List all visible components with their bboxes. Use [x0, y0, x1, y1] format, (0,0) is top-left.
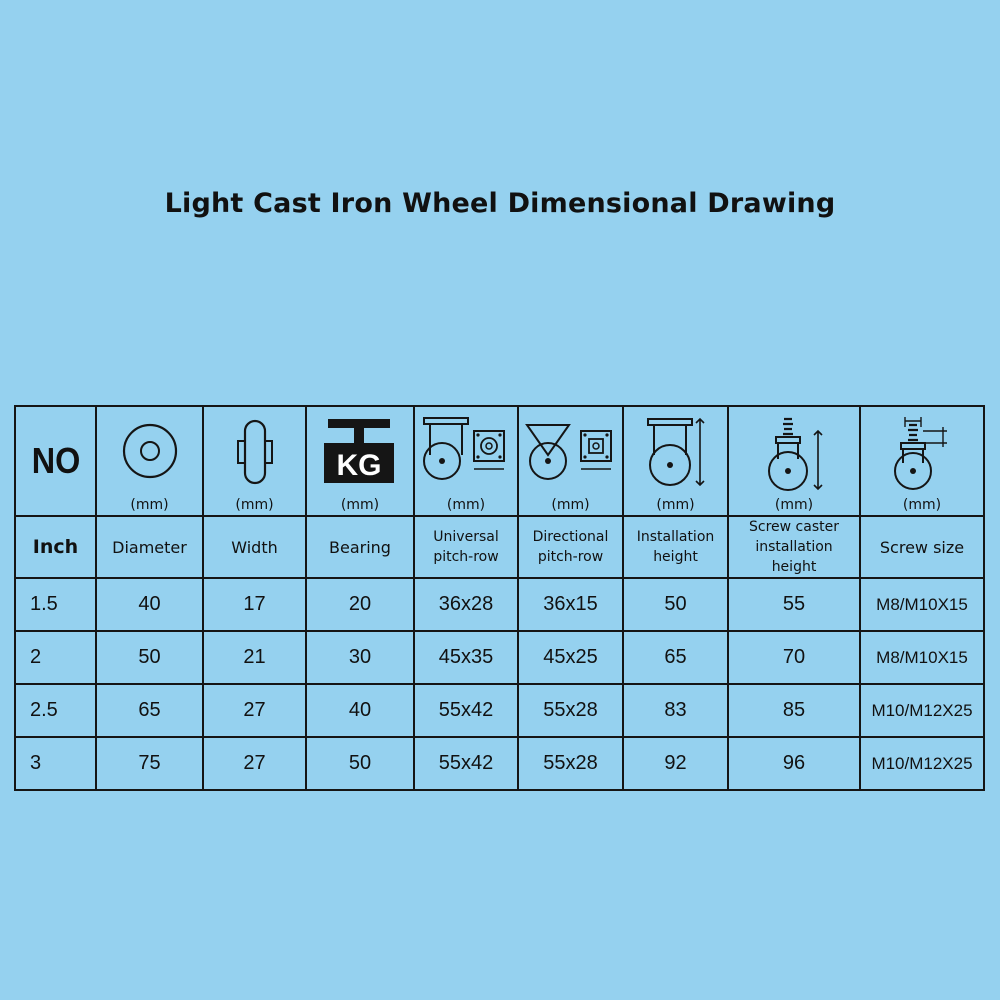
unit-label: (mm)	[446, 497, 486, 513]
table-cell: 75	[96, 737, 203, 790]
unit-label: (mm)	[656, 497, 695, 513]
unit-label: (mm)	[774, 497, 814, 513]
universal-caster-plate-icon	[420, 415, 512, 485]
screw-size-icon-cell	[860, 406, 984, 516]
header-installation-height: Installation height	[623, 516, 728, 578]
table-row	[15, 684, 984, 737]
screw-size-icon	[883, 415, 961, 491]
table-cell: 65	[623, 631, 728, 684]
table-cell: 70	[728, 631, 860, 684]
table-cell: 2	[15, 631, 96, 684]
table-cell: 3	[15, 737, 96, 790]
no-label: NO	[31, 440, 80, 481]
table-cell: 45x25	[518, 631, 623, 684]
header-universal-pitch-row: Universal pitch-row	[414, 516, 518, 578]
table-cell: 50	[96, 631, 203, 684]
directional-caster-plate-icon	[523, 415, 619, 485]
width-icon-cell	[203, 406, 306, 516]
table-cell: 2.5	[15, 684, 96, 737]
directional-icon-cell	[518, 406, 623, 516]
header-diameter: Diameter	[96, 516, 203, 578]
table-row	[15, 631, 984, 684]
table-cell: 55x28	[518, 684, 623, 737]
page-title: Light Cast Iron Wheel Dimensional Drawing	[164, 188, 836, 219]
unit-label: (mm)	[902, 497, 942, 513]
table-cell: 65	[96, 684, 203, 737]
table-cell: 36x28	[414, 578, 518, 631]
table-cell: 55x28	[518, 737, 623, 790]
header-inch: Inch	[15, 516, 96, 578]
screw-caster-height-icon	[758, 415, 830, 493]
table-cell: 36x15	[518, 578, 623, 631]
header-bearing: Bearing	[306, 516, 414, 578]
table-cell: 85	[728, 684, 860, 737]
bearing-icon-cell	[306, 406, 414, 516]
table-cell: 55x42	[414, 684, 518, 737]
table-cell: 20	[306, 578, 414, 631]
table-cell: 1.5	[15, 578, 96, 631]
table-cell: 50	[623, 578, 728, 631]
table-cell: M10/M12X25	[860, 737, 984, 790]
table-cell: 92	[623, 737, 728, 790]
table-row	[15, 578, 984, 631]
unit-label: (mm)	[130, 497, 169, 513]
table-cell: 50	[306, 737, 414, 790]
header-row	[15, 516, 984, 578]
table-cell: 27	[203, 737, 306, 790]
unit-label: (mm)	[551, 497, 590, 513]
table-cell: 40	[306, 684, 414, 737]
table-row	[15, 737, 984, 790]
table-cell: 21	[203, 631, 306, 684]
table-cell: M10/M12X25	[860, 684, 984, 737]
wheel-diameter-icon	[120, 415, 180, 483]
table-cell: 27	[203, 684, 306, 737]
no-cell	[15, 406, 96, 516]
unit-label: (mm)	[340, 497, 380, 513]
table-cell: 40	[96, 578, 203, 631]
table-cell: 96	[728, 737, 860, 790]
universal-icon-cell	[414, 406, 518, 516]
kg-label: KG	[336, 449, 382, 482]
screw-caster-icon-cell	[728, 406, 860, 516]
diameter-icon-cell	[96, 406, 203, 516]
unit-label: (mm)	[235, 497, 274, 513]
header-screw-size: Screw size	[860, 516, 984, 578]
installation-height-icon	[640, 415, 712, 489]
table-cell: M8/M10X15	[860, 631, 984, 684]
table-cell: 17	[203, 578, 306, 631]
spec-table	[14, 405, 985, 791]
header-screw-caster-installation-height: Screw caster installation height	[728, 516, 860, 578]
table-cell: 55	[728, 578, 860, 631]
weight-kg-icon	[322, 415, 398, 485]
icon-row	[15, 406, 984, 516]
table-cell: 55x42	[414, 737, 518, 790]
header-directional-pitch-row: Directional pitch-row	[518, 516, 623, 578]
table-cell: 30	[306, 631, 414, 684]
wheel-width-icon	[235, 415, 275, 487]
installation-icon-cell	[623, 406, 728, 516]
table-cell: 83	[623, 684, 728, 737]
header-width: Width	[203, 516, 306, 578]
table-cell: 45x35	[414, 631, 518, 684]
table-cell: M8/M10X15	[860, 578, 984, 631]
